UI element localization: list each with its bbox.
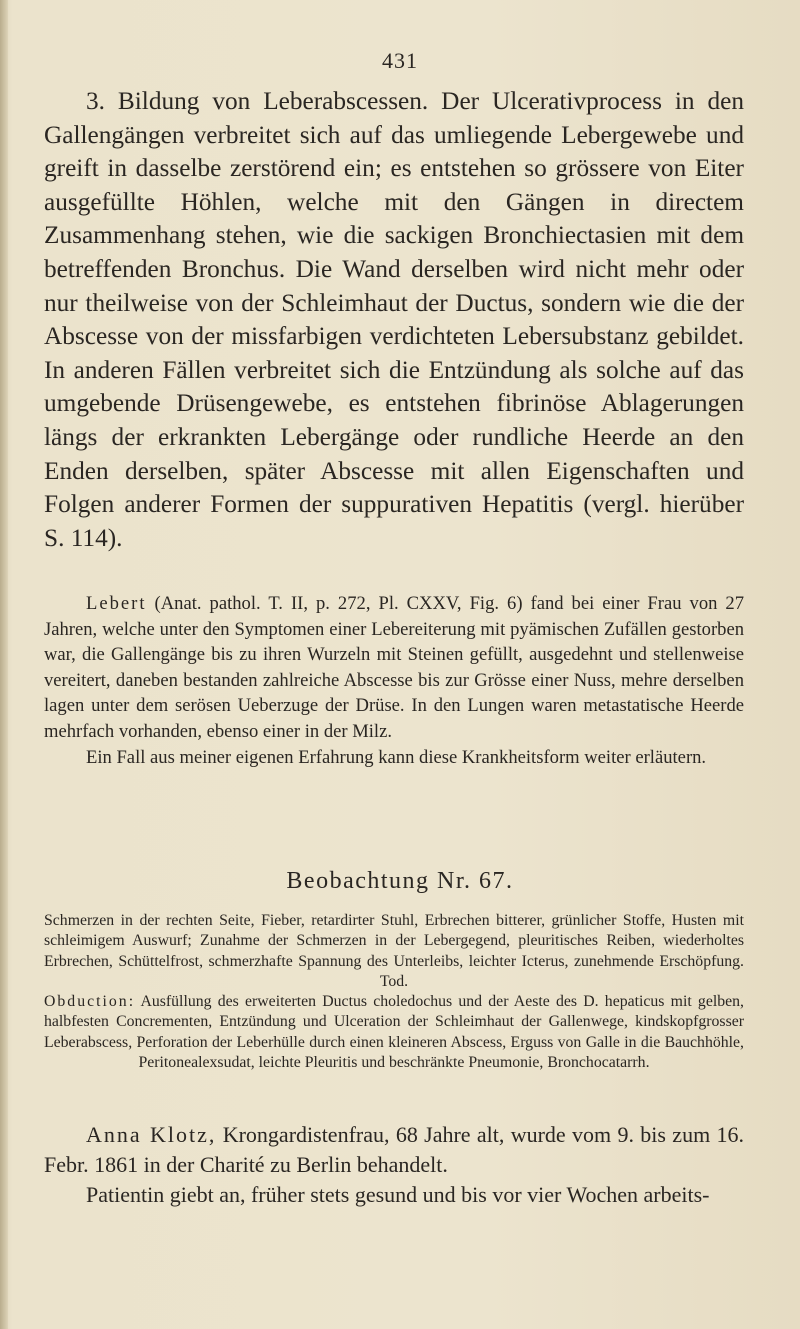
section-title: Bildung von Leberabscessen.	[117, 87, 429, 115]
section-paragraph	[44, 85, 744, 555]
observation-summary-block	[44, 911, 744, 1073]
own-case-paragraph: Ein Fall aus meiner eigenen Erfahrung kann diese Krankheitsform weiter erläutern.	[86, 746, 707, 768]
page-edge	[0, 0, 8, 1329]
lebert-paragraph	[44, 591, 744, 745]
section-text: Der Ulcerativprocess in den Gallengängen verbreitet sich auf das umliegende Lebergewebe und greift in dasselbe zerstörend ein; es entstehen so grössere von Eiter ausgefüllte Höhlen, welche mit den Gängen in directem Zusammenhang stehen, wie die sackigen Bronchiectasien mit dem betreffenden Bronchus. Die Wand derselben wird nicht mehr oder nur theilweise von der Schleimhaut der Ductus, sondern wie die der Abscesse von der missfarbigen verdichteten Lebersubstanz gebildet. In anderen Fällen verbreitet sich die Entzündung als solche auf das umgebende Drüsengewebe, es entstehen fibrinöse Ablagerungen längs der erkrankten Lebergänge oder rundliche Heerde an den Enden derselben, später Abscesse mit allen Eigenschaften und Folgen anderer Formen der suppurativen Hepatitis (vergl. hierüber S. 114).	[44, 87, 745, 552]
observation-summary: Schmerzen in der rechten Seite, Fieber, retardirter Stuhl, Erbrechen bitterer, grünlicher Stoffe, Husten mit schleimigem Auswurf; Zunahme der Schmerzen in der Lebergegend, pleuritisches Reiben, wiederholtes Erbrechen, Schüttelfrost, schmerzhafte Spannung des Unterleibs, leichter Icterus, zunehmende Erschöpfung. Tod.	[44, 912, 744, 990]
lebert-text: (Anat. pathol. T. II, p. 272, Pl. CXXV, Fig. 6) fand bei einer Frau von 27 Jahren, welche unter den Symptomen einer Lebereiterung mit pyämischen Zufällen gestorben war, die Gallengänge bis zu ihren Wurzeln mit Steinen gefüllt, ausgedehnt und stellenweise vereitert, daneben bestanden zahlreiche Abscesse bis zur Grösse einer Nuss, mehre derselben lagen unter dem serösen Ueberzuge der Drüse. In den Lungen waren metastatische Heerde mehrfach vorhanden, ebenso einer in der Milz.	[44, 593, 745, 742]
page-number: 431	[382, 48, 418, 73]
case-block	[44, 1120, 744, 1210]
patient-name: Anna Klotz,	[86, 1122, 217, 1147]
obduction-text: Ausfüllung des erweiterten Ductus choledochus und der Aeste des D. hepaticus mit gelben, halbfesten Concrementen, Entzündung und Ulceration der Schleimhaut der Gallenwege, kindskopfgrosser Leberabscess, Perforation der Leberhülle durch einen kleineren Abscess, Erguss von Galle in die Bauchhöhle, Peritonealexsudat, leichte Pleuritis und beschränkte Pneumonie, Bronchocatarrh.	[44, 993, 744, 1072]
case-intro: Krongardistenfrau, 68 Jahre alt, wurde vom 9. bis zum 16. Febr. 1861 in der Charité zu Berlin behandelt.	[44, 1122, 745, 1177]
section-number: 3.	[86, 87, 105, 115]
section-block	[44, 85, 744, 555]
observation-heading: Beobachtung Nr. 67.	[286, 868, 514, 894]
obduction-label: Obduction:	[44, 993, 136, 1011]
case-intro-paragraph	[44, 1120, 744, 1180]
case-continuation: Patientin giebt an, früher stets gesund und bis vor vier Wochen arbeits-	[86, 1182, 710, 1207]
obduction-paragraph	[44, 992, 744, 1073]
notes-block	[44, 591, 744, 770]
lebert-author: Lebert	[86, 593, 147, 614]
